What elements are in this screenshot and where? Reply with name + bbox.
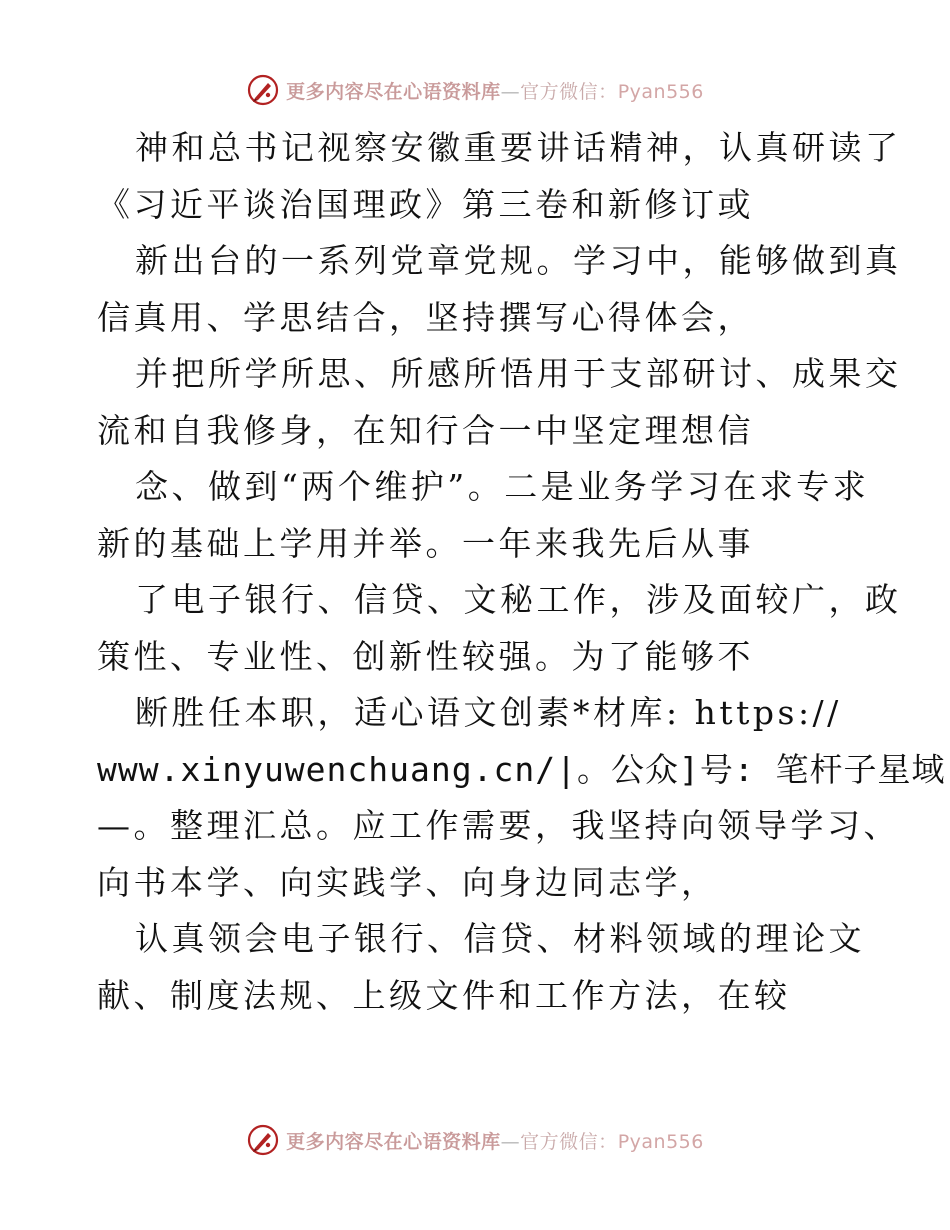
text-line: 流和自我修身，在知行合一中坚定理想信: [97, 410, 754, 450]
text-line: 信真用、学思结合，坚持撰写心得体会，: [97, 297, 754, 337]
text-line: 认真领会电子银行、信贷、材料领域的理论文: [135, 919, 865, 958]
text-line-url: www.xinyuwenchuang.cn/|。公众]号: 笔杆子星域: [97, 749, 946, 789]
pen-logo-icon: [246, 73, 280, 107]
text-line: 念、做到“两个维护”。二是业务学习在求专求: [135, 467, 870, 506]
text-line: —。整理汇总。应工作需要，我坚持向领导学习、: [97, 806, 900, 845]
watermark-wechat-id: Pyan556: [617, 80, 704, 103]
text-line: 新出台的一系列党章党规。学习中，能够做到真: [135, 241, 902, 280]
text-line: 并把所学所思、所感所悟用于支部研讨、成果交: [135, 354, 902, 393]
text-line: 献、制度法规、上级文件和工作方法，在较: [97, 975, 791, 1015]
text-line: 策性、专业性、创新性较强。为了能够不: [97, 636, 754, 676]
text-line: 了电子银行、信贷、文秘工作，涉及面较广，政: [135, 580, 902, 619]
pen-logo-icon: [246, 1123, 280, 1157]
text-line: 向书本学、向实践学、向身边同志学，: [97, 862, 718, 902]
watermark-separator: —: [500, 1130, 521, 1153]
watermark-brand: 更多内容尽在心语资料库: [286, 1130, 501, 1153]
text-line: 断胜任本职，适心语文创素*材库: https://: [135, 693, 842, 732]
watermark-brand: 更多内容尽在心语资料库: [286, 80, 501, 103]
watermark-separator: —: [500, 80, 521, 103]
document-body: [97, 120, 946, 1024]
watermark-contact: 官方微信：: [520, 80, 618, 103]
text-line: 《习近平谈治国理政》第三卷和新修订或: [97, 184, 754, 224]
watermark-contact: 官方微信：: [520, 1130, 618, 1153]
text-line: 神和总书记视察安徽重要讲话精神，认真研读了: [135, 128, 902, 167]
footer-watermark: [0, 1120, 950, 1160]
header-watermark: [0, 70, 950, 110]
text-line: 新的基础上学用并举。一年来我先后从事: [97, 523, 754, 563]
watermark-wechat-id: Pyan556: [617, 1130, 704, 1153]
